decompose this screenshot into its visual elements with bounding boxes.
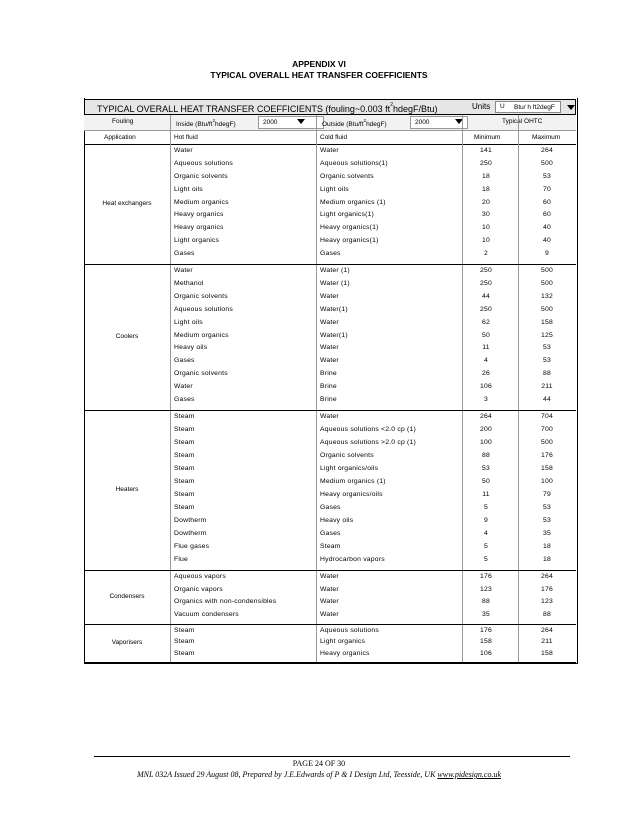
minimum-cell: 88: [482, 598, 490, 605]
cold-fluid-cell: Water: [320, 573, 339, 580]
hot-fluid-cell: Medium organics: [174, 198, 229, 206]
minimum-cell: 250: [480, 159, 492, 167]
hot-fluid-cell: Flue: [174, 556, 189, 563]
column-header-minimum: Minimum: [474, 134, 501, 141]
hot-fluid-cell: Steam: [174, 465, 195, 472]
column-header-row: [84, 131, 576, 145]
maximum-cell: 70: [543, 185, 551, 193]
hot-fluid-cell: Gases: [174, 396, 195, 404]
maximum-cell: 264: [541, 573, 553, 580]
minimum-cell: 2: [484, 250, 488, 258]
minimum-cell: 250: [480, 267, 492, 274]
minimum-cell: 11: [482, 491, 490, 498]
minimum-cell: 141: [480, 147, 492, 154]
cold-fluid-cell: Water: [320, 318, 339, 326]
hot-fluid-cell: Heavy oils: [174, 344, 208, 352]
outside-fouling-value: 2000: [415, 119, 430, 126]
hot-fluid-cell: Steam: [174, 478, 195, 485]
hot-fluid-cell: Light organics: [174, 237, 220, 245]
minimum-cell: 250: [480, 305, 492, 313]
inside-fouling-field[interactable]: [258, 116, 324, 129]
hot-fluid-cell: Aqueous solutions: [174, 305, 233, 313]
hot-fluid-cell: Light oils: [174, 185, 203, 193]
maximum-cell: 60: [543, 211, 551, 219]
cold-fluid-cell: Gases: [320, 530, 341, 537]
cold-fluid-cell: Light organics: [320, 638, 366, 646]
maximum-cell: 53: [543, 517, 551, 524]
hot-fluid-cell: Dowtherm: [174, 530, 207, 537]
maximum-cell: 500: [541, 267, 553, 274]
application-label: Coolers: [115, 333, 139, 340]
table-group: [84, 571, 576, 625]
cold-fluid-cell: Gases: [320, 504, 341, 511]
maximum-cell: 79: [543, 491, 551, 498]
cold-fluid-cell: Water: [320, 344, 339, 352]
hot-fluid-cell: Steam: [174, 504, 195, 511]
hot-fluid-cell: Gases: [174, 357, 195, 365]
hot-fluid-cell: Organic solvents: [174, 370, 228, 378]
hot-fluid-cell: Steam: [174, 649, 195, 657]
maximum-cell: 53: [543, 504, 551, 511]
inside-fouling-value: 2000: [263, 119, 278, 126]
minimum-cell: 26: [482, 370, 490, 378]
minimum-cell: 50: [482, 331, 490, 339]
minimum-cell: 250: [480, 279, 492, 287]
minimum-cell: 106: [480, 649, 492, 657]
cold-fluid-cell: Heavy organics(1): [320, 224, 379, 232]
maximum-cell: 53: [543, 172, 551, 180]
hot-fluid-cell: Heavy organics: [174, 224, 224, 232]
maximum-cell: 125: [541, 331, 553, 339]
maximum-cell: 132: [541, 292, 553, 300]
cold-fluid-cell: Water: [320, 292, 339, 300]
minimum-cell: 4: [484, 530, 488, 537]
maximum-cell: 88: [543, 370, 551, 378]
hot-fluid-cell: Steam: [174, 426, 195, 433]
cold-fluid-cell: Brine: [320, 396, 337, 404]
hot-fluid-cell: Dowtherm: [174, 517, 207, 524]
hot-fluid-cell: Gases: [174, 250, 195, 258]
page-number: PAGE 24 OF 30: [292, 759, 346, 768]
units-symbol: U: [500, 103, 505, 110]
hot-fluid-cell: Water: [174, 267, 193, 274]
cold-fluid-cell: Brine: [320, 383, 337, 391]
minimum-cell: 264: [480, 413, 492, 420]
maximum-cell: 500: [541, 439, 553, 446]
maximum-cell: 100: [541, 478, 553, 485]
table-group: [84, 265, 576, 411]
hot-fluid-cell: Aqueous vapors: [174, 573, 226, 580]
minimum-cell: 30: [482, 211, 490, 219]
maximum-cell: 53: [543, 344, 551, 352]
maximum-cell: 18: [543, 543, 551, 550]
table-group: [84, 411, 576, 571]
cold-fluid-cell: Water: [320, 357, 339, 365]
maximum-cell: 18: [543, 556, 551, 563]
minimum-cell: 176: [480, 573, 492, 580]
cold-fluid-cell: Hydrocarbon vapors: [320, 556, 385, 563]
minimum-cell: 10: [482, 224, 490, 232]
minimum-cell: 10: [482, 237, 490, 245]
hot-fluid-cell: Steam: [174, 439, 195, 446]
hot-fluid-cell: Vacuum condensers: [174, 610, 239, 618]
fouling-row: [84, 115, 576, 131]
footer-link[interactable]: www.pidesign.co.uk: [437, 770, 502, 779]
cold-fluid-cell: Heavy oils: [320, 517, 354, 524]
maximum-cell: 158: [541, 649, 553, 657]
hot-fluid-cell: Light oils: [174, 318, 203, 326]
hot-fluid-cell: Steam: [174, 627, 195, 634]
units-value: Btu/ h ft2degF: [514, 104, 555, 111]
minimum-cell: 106: [480, 383, 492, 391]
typical-ohtc-label: Typical OHTC: [502, 118, 543, 125]
cold-fluid-cell: Water: [320, 598, 339, 605]
chevron-down-icon[interactable]: [567, 105, 575, 110]
maximum-cell: 264: [541, 627, 553, 634]
cold-fluid-cell: Heavy organics(1): [320, 237, 379, 245]
maximum-cell: 53: [543, 357, 551, 365]
units-select[interactable]: [495, 101, 561, 113]
cold-fluid-cell: Steam: [320, 543, 341, 550]
maximum-cell: 9: [545, 250, 549, 258]
document-title: TYPICAL OVERALL HEAT TRANSFER COEFFICIENTS: [210, 70, 428, 80]
maximum-cell: 500: [541, 159, 553, 167]
maximum-cell: 211: [541, 383, 553, 391]
hot-fluid-cell: Water: [174, 383, 193, 391]
column-header-application: Application: [104, 134, 136, 141]
hot-fluid-cell: Steam: [174, 452, 195, 459]
minimum-cell: 4: [484, 357, 488, 365]
minimum-cell: 50: [482, 478, 490, 485]
minimum-cell: 9: [484, 517, 488, 524]
hot-fluid-cell: Steam: [174, 413, 195, 420]
minimum-cell: 35: [482, 610, 490, 618]
maximum-cell: 211: [541, 638, 553, 646]
application-label: Condensers: [109, 593, 145, 600]
maximum-cell: 700: [541, 426, 553, 433]
application-label: Vaporisers: [111, 639, 143, 646]
maximum-cell: 264: [541, 147, 553, 154]
table-title: TYPICAL OVERALL HEAT TRANSFER COEFFICIENTS (fouling~0.003 $ft^2hdegF/Btu$): [97, 102, 438, 114]
maximum-cell: 176: [541, 452, 553, 459]
cold-fluid-cell: Organic solvents: [320, 172, 374, 180]
column-header-maximum: Maximum: [532, 134, 561, 141]
maximum-cell: 44: [543, 396, 551, 404]
cold-fluid-cell: Water(1): [320, 305, 348, 313]
cold-fluid-cell: Water: [320, 585, 339, 593]
hot-fluid-cell: Medium organics: [174, 331, 229, 339]
chevron-down-icon[interactable]: [297, 119, 305, 124]
hot-fluid-cell: Heavy organics: [174, 211, 224, 219]
minimum-cell: 100: [480, 439, 492, 446]
application-label: Heat exchangers: [102, 200, 152, 207]
footer-rule: [94, 756, 570, 757]
maximum-cell: 40: [543, 237, 551, 245]
cold-fluid-cell: Water(1): [320, 331, 348, 339]
cold-fluid-cell: Heavy organics: [320, 649, 370, 657]
maximum-cell: 158: [541, 465, 553, 472]
column-header-hot-fluid: Hot fluid: [174, 134, 198, 141]
cold-fluid-cell: Medium organics (1): [320, 478, 386, 485]
cold-fluid-cell: Aqueous solutions >2.0 cp (1): [320, 439, 416, 446]
minimum-cell: 200: [480, 426, 492, 433]
maximum-cell: 500: [541, 305, 553, 313]
cold-fluid-cell: Water: [320, 413, 339, 420]
fouling-label: Fouling: [112, 118, 134, 125]
maximum-cell: 500: [541, 279, 553, 287]
maximum-cell: 88: [543, 610, 551, 618]
minimum-cell: 158: [480, 638, 492, 646]
cold-fluid-cell: Water (1): [320, 279, 350, 287]
units-label: Units: [472, 102, 491, 111]
hot-fluid-cell: Methanol: [174, 279, 204, 287]
table-group: [84, 625, 576, 663]
cold-fluid-cell: Medium organics (1): [320, 198, 386, 206]
cold-fluid-cell: Aqueous solutions: [320, 627, 379, 634]
hot-fluid-cell: Aqueous solutions: [174, 159, 233, 167]
cold-fluid-cell: Organic solvents: [320, 452, 374, 459]
cold-fluid-cell: Water: [320, 610, 339, 618]
hot-fluid-cell: Organics with non-condensibles: [174, 598, 277, 605]
hot-fluid-cell: Steam: [174, 638, 195, 646]
column-header-cold-fluid: Cold fluid: [320, 134, 348, 141]
minimum-cell: 88: [482, 452, 490, 459]
cold-fluid-cell: Heavy organics/oils: [320, 491, 383, 498]
minimum-cell: 5: [484, 543, 488, 550]
minimum-cell: 20: [482, 198, 490, 206]
minimum-cell: 11: [482, 344, 490, 352]
cold-fluid-cell: Water (1): [320, 267, 350, 274]
table-group: [84, 145, 576, 265]
cold-fluid-cell: Light organics(1): [320, 211, 375, 219]
appendix-label: APPENDIX VI: [292, 59, 346, 69]
table-header-bar: [84, 99, 576, 115]
cold-fluid-cell: Water: [320, 147, 339, 154]
cold-fluid-cell: Light organics/oils: [320, 465, 379, 472]
cold-fluid-cell: Aqueous solutions <2.0 cp (1): [320, 426, 416, 433]
hot-fluid-cell: Flue gases: [174, 543, 210, 550]
hot-fluid-cell: Organic solvents: [174, 172, 228, 180]
inside-fouling-label: Inside $(Btu/ft^2hdegF)$: [176, 118, 236, 128]
minimum-cell: 123: [480, 585, 492, 593]
hot-fluid-cell: Organic solvents: [174, 292, 228, 300]
minimum-cell: 18: [482, 185, 490, 193]
minimum-cell: 5: [484, 556, 488, 563]
application-label: Heaters: [115, 486, 139, 493]
minimum-cell: 176: [480, 627, 492, 634]
outside-fouling-label: Outside $(Btu/ft^2hdegF)$: [322, 118, 387, 128]
cold-fluid-cell: Aqueous solutions(1): [320, 159, 388, 167]
cold-fluid-cell: Gases: [320, 250, 341, 258]
hot-fluid-cell: Organic vapors: [174, 585, 223, 593]
minimum-cell: 62: [482, 318, 490, 326]
maximum-cell: 40: [543, 224, 551, 232]
maximum-cell: 35: [543, 530, 551, 537]
minimum-cell: 3: [484, 396, 488, 404]
hot-fluid-cell: Water: [174, 147, 193, 154]
cold-fluid-cell: Light oils: [320, 185, 349, 193]
maximum-cell: 60: [543, 198, 551, 206]
hot-fluid-cell: Steam: [174, 491, 195, 498]
minimum-cell: 18: [482, 172, 490, 180]
minimum-cell: 44: [482, 292, 490, 300]
maximum-cell: 176: [541, 585, 553, 593]
maximum-cell: 704: [541, 413, 553, 420]
minimum-cell: 53: [482, 465, 490, 472]
cold-fluid-cell: Brine: [320, 370, 337, 378]
minimum-cell: 5: [484, 504, 488, 511]
maximum-cell: 123: [541, 598, 553, 605]
maximum-cell: 158: [541, 318, 553, 326]
footer-text: MNL 032A Issued 29 August 08, Prepared by J.E.Edwards of P & I Design Ltd, Teesside, UK www.pidesign.co.uk: [136, 770, 502, 779]
